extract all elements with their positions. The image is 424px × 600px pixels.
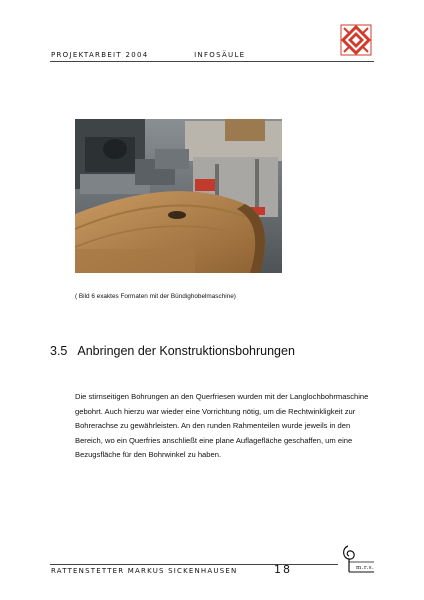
- header-project-label: PROJEKTARBEIT 2004: [51, 51, 149, 59]
- header-topic-label: INFOSÄULE: [194, 51, 246, 59]
- header-rule: [50, 61, 374, 62]
- section-number: 3.5: [50, 344, 68, 358]
- page-number: 18: [274, 563, 292, 576]
- company-logo-icon: [340, 24, 372, 56]
- footer-logo-text: m.r.s.: [356, 565, 375, 571]
- body-paragraph: Die stirnseitigen Bohrungen an den Querfriesen wurden mit der Langlochbohrmaschine gebohrt. Auch hierzu war wieder eine Vorrichtung nötig, um die Rechtwinkligkeit zur Bohrerachse zu gewährleisten. An den runden Rahmenteilen wurde jeweils in den Bereich, wo ein Querfries anschließt eine plane Auflagefläche geschaffen, um eine Bezugsfläche für den Bohrwinkel zu haben.: [75, 392, 369, 460]
- figure-caption: ( Bild 6 exaktes Formaten mit der Bündighobelmaschine): [75, 293, 236, 300]
- running-header: [51, 51, 287, 59]
- section-title: Anbringen der Konstruktionsbohrungen: [77, 344, 295, 358]
- section-heading: [50, 344, 295, 358]
- footer-author: RATTENSTETTER MARKUS SICKENHAUSEN: [51, 567, 238, 575]
- workshop-photo: [75, 119, 282, 273]
- footer-rule: [50, 564, 338, 565]
